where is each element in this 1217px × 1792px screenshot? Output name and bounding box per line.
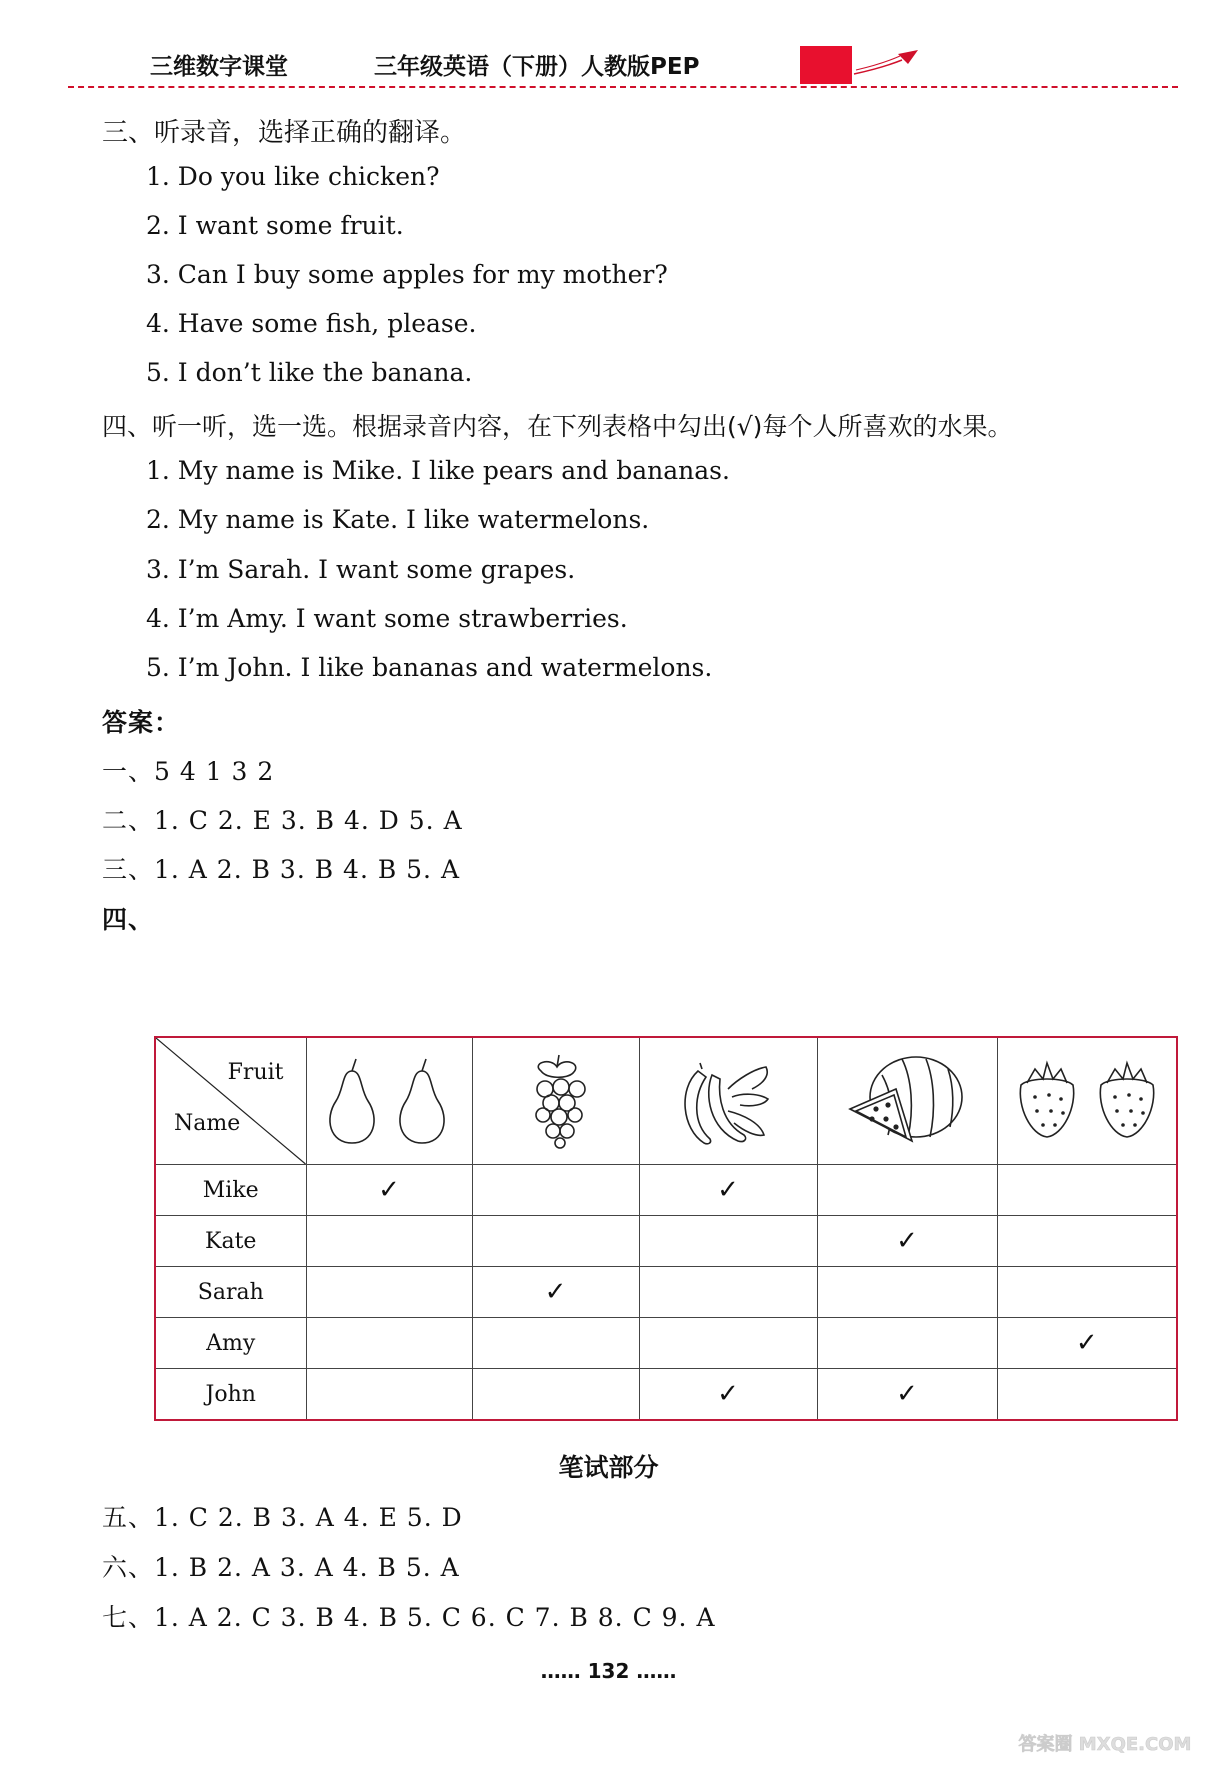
answer-line: 三、1. A 2. B 3. B 4. B 5. A — [102, 855, 461, 884]
answer-line: 一、5 4 1 3 2 — [102, 757, 275, 786]
cell-grapes — [472, 1369, 639, 1421]
page-header — [0, 42, 1217, 102]
section4-item: 5. I’m John. I like bananas and watermelons. — [146, 653, 713, 682]
page-number-value: 132 — [587, 1659, 630, 1683]
section3-item: 5. I don’t like the banana. — [146, 358, 473, 387]
pear-icon — [314, 1049, 464, 1149]
section3-heading: 三、听录音，选择正确的翻译。 — [102, 118, 467, 148]
strawberry-header — [997, 1037, 1177, 1165]
section4-item: 3. I’m Sarah. I want some grapes. — [146, 555, 576, 584]
page-number-dots-right: …… — [636, 1659, 677, 1683]
check-mark-icon: ✓ — [1075, 1328, 1098, 1358]
corner-fruit-label: Fruit — [227, 1060, 284, 1085]
section4-item: 1. My name is Mike. I like pears and bananas. — [146, 456, 730, 485]
written-answer-line: 七、1. A 2. C 3. B 4. B 5. C 6. C 7. B 8. C 9. A — [102, 1603, 716, 1632]
written-heading: 笔试部分 — [558, 1453, 659, 1482]
cell-grapes — [472, 1267, 639, 1318]
strawberry-icon — [1007, 1049, 1167, 1149]
page-number-dots-left: …… — [540, 1659, 581, 1683]
cell-watermelon — [817, 1216, 997, 1267]
section3-item: 2. I want some fruit. — [146, 211, 404, 240]
header-divider — [68, 86, 1178, 88]
cell-grapes — [472, 1318, 639, 1369]
cell-pear — [306, 1369, 472, 1421]
corner-name-label: Name — [174, 1111, 241, 1136]
cell-pear — [306, 1318, 472, 1369]
row-name-cell: Amy — [155, 1318, 306, 1369]
table-row — [155, 1369, 1177, 1421]
cell-strawberry — [997, 1267, 1177, 1318]
cell-strawberry — [997, 1369, 1177, 1421]
table-header-row — [155, 1037, 1177, 1165]
grapes-header — [472, 1037, 639, 1165]
check-mark-icon: ✓ — [717, 1379, 739, 1409]
table-row — [155, 1216, 1177, 1267]
cell-pear — [306, 1165, 472, 1216]
watermelon-header — [817, 1037, 997, 1165]
watermark-text: 答案圈 MXQE.COM — [1018, 1734, 1192, 1755]
answer-line: 二、1. C 2. E 3. B 4. D 5. A — [102, 806, 463, 835]
cell-pear — [306, 1267, 472, 1318]
cell-strawberry — [997, 1165, 1177, 1216]
check-mark-icon: ✓ — [896, 1379, 918, 1409]
check-mark-icon: ✓ — [896, 1226, 918, 1256]
check-mark-icon: ✓ — [378, 1175, 400, 1205]
cell-strawberry — [997, 1216, 1177, 1267]
written-answer-line: 五、1. C 2. B 3. A 4. E 5. D — [102, 1503, 463, 1532]
header-brand: 三维数字课堂 — [150, 54, 288, 80]
cell-watermelon — [817, 1318, 997, 1369]
cell-banana — [639, 1216, 817, 1267]
cell-watermelon — [817, 1267, 997, 1318]
section4-item: 4. I’m Amy. I want some strawberries. — [146, 604, 628, 633]
check-mark-icon: ✓ — [544, 1277, 567, 1307]
banana-header — [639, 1037, 817, 1165]
cell-grapes — [472, 1216, 639, 1267]
table-row — [155, 1267, 1177, 1318]
section3-item: 4. Have some fish, please. — [146, 309, 477, 338]
cell-watermelon — [817, 1369, 997, 1421]
row-name-cell: John — [155, 1369, 306, 1421]
q4-label: 四、 — [102, 905, 155, 934]
section4-item: 2. My name is Kate. I like watermelons. — [146, 505, 650, 534]
header-title: 三年级英语（下册）人教版PEP — [374, 54, 700, 80]
cell-pear — [306, 1216, 472, 1267]
header-red-block — [800, 46, 852, 84]
watermelon-icon — [842, 1049, 972, 1149]
banana-icon — [668, 1049, 788, 1149]
section4-heading: 四、听一听，选一选。根据录音内容，在下列表格中勾出(√)每个人所喜欢的水果。 — [102, 412, 1013, 441]
table-row — [155, 1318, 1177, 1369]
check-mark-icon: ✓ — [717, 1175, 739, 1205]
section3-item: 1. Do you like chicken? — [146, 162, 440, 191]
fruit-table — [154, 1036, 1178, 1421]
grapes-icon — [501, 1049, 611, 1149]
watermark-logo — [1010, 1680, 1200, 1790]
section3-item: 3. Can I buy some apples for my mother? — [146, 260, 668, 289]
cell-banana — [639, 1318, 817, 1369]
row-name-cell: Mike — [155, 1165, 306, 1216]
cell-grapes — [472, 1165, 639, 1216]
table-row — [155, 1165, 1177, 1216]
cell-strawberry — [997, 1318, 1177, 1369]
cell-watermelon — [817, 1165, 997, 1216]
cell-banana — [639, 1165, 817, 1216]
cell-banana — [639, 1267, 817, 1318]
answers-heading: 答案： — [102, 708, 181, 737]
table-corner — [155, 1037, 306, 1165]
rocket-icon — [852, 48, 922, 78]
written-answer-line: 六、1. B 2. A 3. A 4. B 5. A — [102, 1553, 460, 1582]
row-name-cell: Kate — [155, 1216, 306, 1267]
pear-header — [306, 1037, 472, 1165]
row-name-cell: Sarah — [155, 1267, 306, 1318]
cell-banana — [639, 1369, 817, 1421]
